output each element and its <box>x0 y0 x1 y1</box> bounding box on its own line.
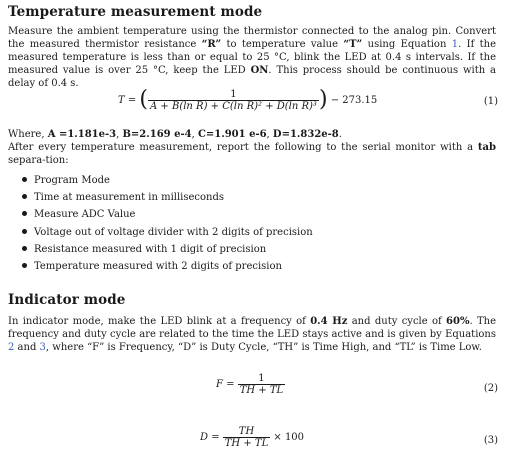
equation-1-number: (1) <box>483 96 498 107</box>
list-item-text: Measure ADC Value <box>34 209 136 221</box>
ind-text-4: and <box>14 342 40 353</box>
t-label: “T” <box>343 39 363 50</box>
ind-text-1: In indicator mode, make the LED blink at a frequency of <box>8 316 311 327</box>
frequency-value: 0.4 Hz <box>310 316 348 327</box>
on-label: ON <box>250 65 269 76</box>
report-instruction <box>8 141 496 167</box>
r-label: “R” <box>201 39 222 50</box>
where-prefix: Where, <box>8 129 48 140</box>
equation-3-number: (3) <box>483 435 498 446</box>
list-item-text: Resistance measured with 1 digit of precision <box>34 243 267 255</box>
eq2-numerator: 1 <box>258 373 265 384</box>
constant-c: C=1.901 e-6 <box>197 129 267 140</box>
equation-2 <box>216 373 285 396</box>
section-heading-temperature: Temperature measurement mode <box>8 4 263 20</box>
list-item-text: Voltage out of voltage divider with 2 digits of precision <box>34 226 313 238</box>
bullet-icon <box>22 211 27 216</box>
constant-d: D=1.832e-8 <box>272 129 339 140</box>
period: . <box>338 129 342 140</box>
intro-text-3: using Equation <box>362 39 452 50</box>
equation-2-number: (2) <box>483 383 498 394</box>
ind-text-3: . The frequency and duty cycle are related to the time the LED stays active and is given by Equations <box>8 316 497 340</box>
eq3-numerator: TH <box>238 426 255 437</box>
bullet-icon <box>22 229 27 234</box>
bullet-icon <box>22 177 27 182</box>
eq2-lhs: F = <box>216 379 235 390</box>
equation-2-link[interactable]: 2 <box>8 342 15 353</box>
eq1-right-paren: ) <box>318 87 328 112</box>
equation-3-link[interactable]: 3 <box>39 342 46 353</box>
constants-line <box>8 128 496 141</box>
eq1-fraction <box>148 89 319 112</box>
list-item-text: Time at measurement in milliseconds <box>34 192 225 204</box>
list-item-text: Temperature measured with 2 digits of precision <box>34 260 282 272</box>
list-item <box>22 206 313 223</box>
report-text-1: After every temperature measurement, report the following to the serial monitor with a <box>8 142 478 153</box>
ind-text-2: and duty cycle of <box>347 316 447 327</box>
eq2-fraction <box>238 373 285 396</box>
bullet-icon <box>22 263 27 268</box>
list-item <box>22 189 313 206</box>
intro-text-1: Measure the ambient temperature using the thermistor connected to the analog pin. Convert the measured thermistor resistance <box>8 26 496 50</box>
report-text-2: separa-tion: <box>8 155 69 166</box>
constant-a: A =1.181e-3 <box>47 129 117 140</box>
list-item <box>22 172 313 189</box>
bullet-icon <box>22 194 27 199</box>
list-item <box>22 224 313 241</box>
intro-text-4: . If the measured temperature is less than or equal to 25 °C, blink the LED at 0.4 s intervals. If the measured value is over 25 °C, keep the LED <box>8 39 496 76</box>
report-items-list <box>22 172 313 275</box>
ind-text-5: , where “F” is Frequency, “D” is Duty Cycle, “TH” is Time High, and “TL” is Time Low. <box>45 342 482 353</box>
eq2-denominator: TH + TL <box>239 385 284 396</box>
list-item <box>22 258 313 275</box>
eq3-fraction <box>223 426 270 449</box>
intro-text-2: to temperature value <box>221 39 344 50</box>
eq3-lhs: D = <box>200 432 220 443</box>
indicator-intro-paragraph <box>8 315 496 354</box>
eq1-numerator: 1 <box>230 89 237 100</box>
eq1-tail: − 273.15 <box>330 95 378 106</box>
list-item <box>22 241 313 258</box>
bullet-icon <box>22 246 27 251</box>
list-item-text: Program Mode <box>34 175 110 186</box>
temperature-intro-paragraph <box>8 25 496 90</box>
eq1-lhs: T = <box>118 95 137 106</box>
equation-3 <box>200 426 304 449</box>
intro-text-5: . This process should be continuous with a delay of 0.4 s. <box>8 65 496 89</box>
sep: , <box>191 129 198 140</box>
duty-value: 60% <box>446 316 470 327</box>
eq3-denominator: TH + TL <box>224 438 269 449</box>
constant-b: B=2.169 e-4 <box>122 129 192 140</box>
sep: , <box>266 129 273 140</box>
eq1-denominator: A + B(ln R) + C(ln R)² + D(ln R)³ <box>150 101 317 112</box>
sep: , <box>116 129 123 140</box>
equation-1-link[interactable]: 1 <box>451 39 459 50</box>
eq3-tail: × 100 <box>273 432 305 443</box>
eq1-left-paren: ( <box>139 87 149 112</box>
equation-1 <box>118 88 377 113</box>
section-heading-indicator: Indicator mode <box>8 292 126 308</box>
tab-label: tab <box>477 142 496 153</box>
